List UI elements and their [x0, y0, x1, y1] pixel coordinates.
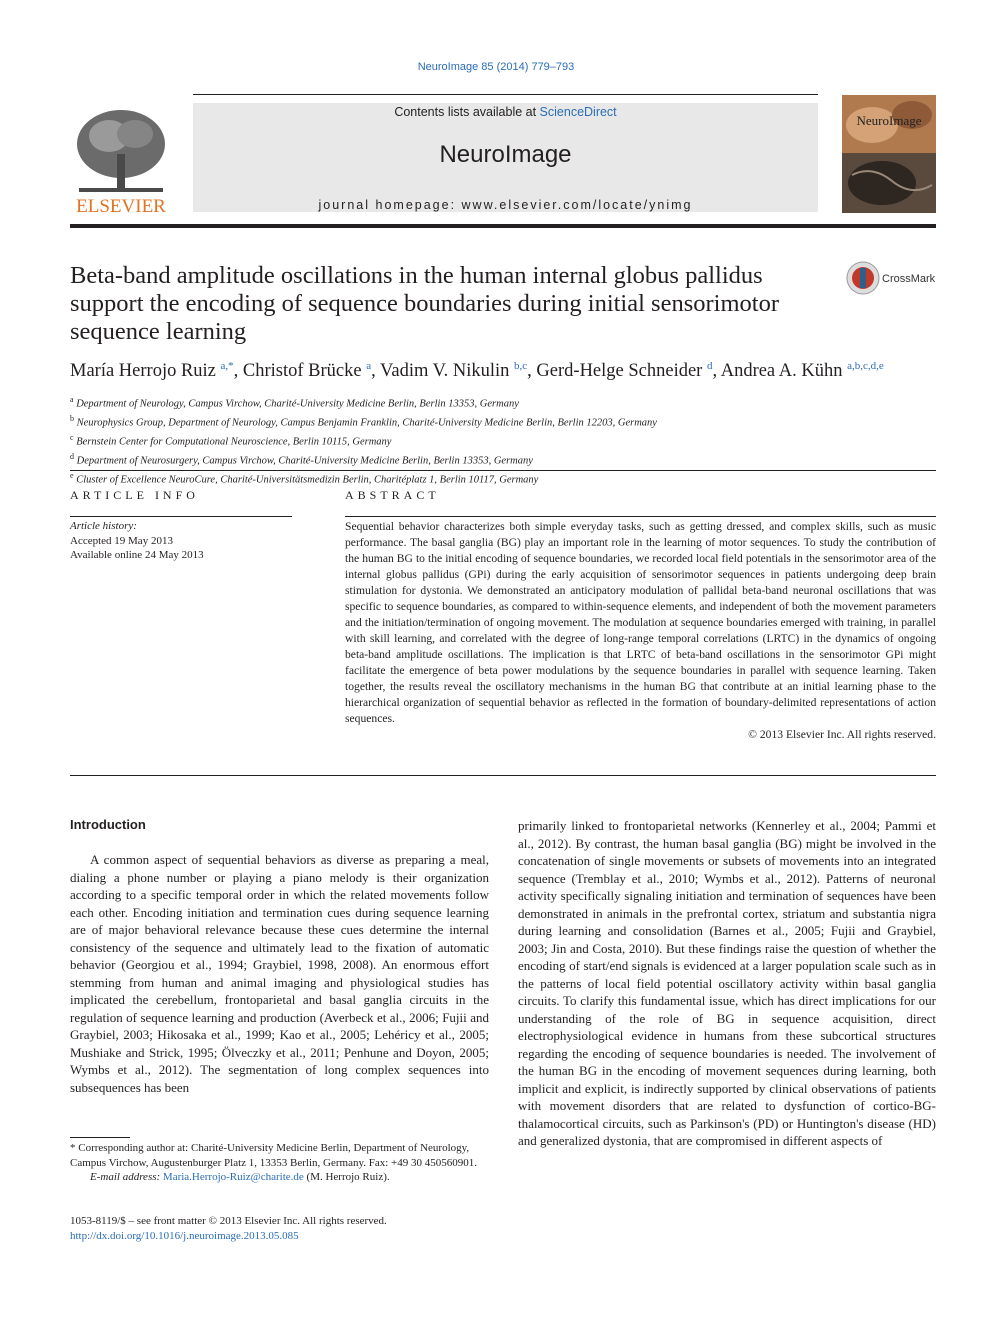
affiliation: $^d$ Department of Neurosurgery, Campus Virchow, Charité-University Medicine Berlin, Berlin 13353, Germany — [70, 452, 533, 467]
journal-citation[interactable]: NeuroImage 85 (2014) 779–793 — [417, 61, 575, 73]
article-info-heading: ARTICLE INFO — [70, 488, 199, 502]
abstract-rule — [345, 516, 936, 517]
abstract-bottom-rule — [70, 775, 936, 776]
article-title: Beta-band amplitude oscillations in the human internal globus pallidus support the encoding of sequence boundaries during initial sensorimotor sequence learning — [70, 262, 779, 345]
author-name: Vadim V. Nikulin — [380, 361, 510, 381]
article-history — [70, 519, 204, 563]
elsevier-tree-icon — [69, 104, 173, 216]
abstract-heading: ABSTRACT — [345, 488, 440, 502]
sciencedirect-link[interactable]: ScienceDirect — [539, 105, 617, 119]
author-affil-marker[interactable]: a — [366, 360, 372, 372]
affiliation-rule — [70, 470, 936, 471]
contents-line — [193, 105, 818, 119]
corresponding-author-footnote — [70, 1141, 490, 1185]
email-link[interactable]: Maria.Herrojo-Ruiz@charite.de — [162, 1171, 304, 1183]
crossmark-badge[interactable] — [846, 260, 938, 296]
footnote-text: * Corresponding author at: Charité-University Medicine Berlin, Department of Neurology, Campus Virchow, Augustenburger Platz 1, 13353 Berlin, Germany. Fax: +49 30 450560901. — [70, 1142, 477, 1169]
author-name: Christof Brücke — [242, 361, 362, 381]
abstract-text: Sequential behavior characterizes both simple everyday tasks, such as getting dressed, and complex skills, such as music performance. The basal ganglia (BG) play an important role in the learning of motor sequences. To study the contribution of the human BG to the initial encoding of sequence boundaries, we recorded local field potentials in the sensorimotor area of the internal globus pallidus (GPi) during the early acquisition of sensorimotor sequences in patients undergoing deep brain stimulation for dystonia. We demonstrated an anticipatory modulation of pallidal beta-band neuronal oscillations that was specific to sequence boundaries, as compared to within-sequence elements, and independent of both the movement parameters and the initiation/termination of ongoing movement. The modulation at sequence boundaries emerged with training, in parallel with skill learning, and correlated with the degree of long-range temporal correlations (LRTC) in the dynamics of ongoing beta-band amplitude oscillations. The implication is that LRTC of beta-band oscillations in the sensorimotor GPi might facilitate the emergence of beta power modulations by the sequence boundaries in parallel with sequence learning. Taken together, the results reveal the oscillatory mechanisms in the human BG that contribute at an initial learning phase to the hierarchical organization of sequential behavior as reflected in the formation of boundary-delimited representations of action sequences. — [345, 520, 936, 725]
issn-block — [70, 1214, 490, 1243]
article-info-rule — [70, 516, 292, 517]
contents-prefix: Contents lists available at — [394, 105, 540, 119]
author-affil-marker[interactable]: a,b,c,d,e — [847, 360, 884, 372]
svg-text:NeuroImage: NeuroImage — [856, 113, 922, 128]
doi-link[interactable]: http://dx.doi.org/10.1016/j.neuroimage.2013.05.085 — [70, 1229, 299, 1242]
header-top-rule — [193, 94, 818, 95]
author-name: Gerd-Helge Schneider — [536, 361, 703, 381]
footnote-rule — [70, 1137, 130, 1138]
intro-paragraph: A common aspect of sequential behaviors as diverse as preparing a meal, dialing a phone number or playing a piano melody is their organization according to a specific temporal order in which the related movements follow each other. Encoding initiation and termination cues during sequence learning are of major behavioral relevance because these cues determine the internal consistency of the sequence and ultimately lead to the fixation of automatic behavior (Georgiou et al., 1994; Graybiel, 1998, 2008). An enormous effort stemming from human and animal imaging and physiological studies has implicated the cerebellum, frontoparietal and basal ganglia circuits in the regulation of sequence learning and production (Averbeck et al., 2006; Fujii and Graybiel, 2003; Hikosaka et al., 1999; Kao et al., 2005; Lehéricy et al., 2005; Mushiake and Strick, 1995; Ölveczky et al., 2011; Penhune and Doyon, 2005; Wymbs et al., 2012). The segmentation of long complex sequences into subsequences has been — [70, 852, 489, 1095]
svg-text:ELSEVIER: ELSEVIER — [76, 196, 166, 216]
intro-right-column — [518, 817, 936, 1150]
elsevier-logo — [69, 104, 173, 216]
author-name: María Herrojo Ruiz — [70, 361, 216, 381]
introduction-heading: Introduction — [70, 817, 146, 832]
abstract-copyright: © 2013 Elsevier Inc. All rights reserved. — [748, 728, 936, 741]
email-suffix: (M. Herrojo Ruiz). — [303, 1171, 390, 1183]
journal-cover-image — [842, 95, 936, 213]
author-affil-marker[interactable]: b,c — [514, 360, 528, 372]
journal-homepage[interactable]: journal homepage: www.elsevier.com/locate/ynimg — [318, 198, 693, 212]
author-affil-marker[interactable]: a,* — [220, 360, 234, 372]
intro-left-column — [70, 851, 489, 1096]
author-affil-marker[interactable]: d — [706, 360, 713, 372]
svg-text:CrossMark: CrossMark — [882, 273, 936, 285]
issn-line: 1053-8119/$ – see front matter © 2013 Elsevier Inc. All rights reserved. — [70, 1215, 387, 1227]
affiliation-list — [70, 393, 936, 488]
journal-name: NeuroImage — [439, 141, 572, 168]
abstract-body — [345, 519, 936, 743]
affiliation: $^a$ Department of Neurology, Campus Virchow, Charité-University Medicine Berlin, Berlin 13353, Germany — [70, 395, 519, 410]
header-thick-rule — [70, 224, 936, 228]
online-date: Available online 24 May 2013 — [70, 549, 204, 561]
history-label: Article history: — [70, 520, 137, 532]
affiliation: $^b$ Neurophysics Group, Department of Neurology, Campus Benjamin Franklin, Charité-University Medicine Berlin, Berlin 12203, Germany — [70, 414, 657, 429]
email-label: E-mail address: — [90, 1171, 163, 1183]
accepted-date: Accepted 19 May 2013 — [70, 534, 173, 547]
author-name: Andrea A. Kühn — [720, 361, 843, 381]
email-line — [70, 1170, 490, 1185]
author-list: María Herrojo Ruiz $^{a,*}$, Christof Brücke $^a$, Vadim V. Nikulin $^{b,c}$, Gerd-Helge Schneider $^d$, Andrea A. Kühn $^{a,b,c,d,e}$ — [70, 360, 884, 381]
affiliation: $^c$ Bernstein Center for Computational Neuroscience, Berlin 10115, Germany — [70, 433, 392, 448]
affiliation: $^e$ Cluster of Excellence NeuroCure, Charité-Universitätsmedizin Berlin, Charitéplatz 1, Berlin 10117, Germany — [70, 471, 539, 486]
intro-paragraph: primarily linked to frontoparietal networks (Kennerley et al., 2004; Pammi et al., 2012). By contrast, the human basal ganglia (BG) might be involved in the concatenation of single movements or subsets of movements into an integrated sequence (Tremblay et al., 2010; Wymbs et al., 2012). Patterns of neuronal activity specifically signaling initiation and termination of sequences have been demonstrated in animals in the prefrontal cortex, striatum and substantia nigra during learning and consolidation (Barnes et al., 2005; Fujii and Graybiel, 2003; Jin and Costa, 2010). But these findings raise the question of whether the encoding of start/end signals is evidenced at a larger population scale such as in the patterns of local field potential oscillatory activity within basal ganglia circuits. To clarify this fundamental issue, which has direct implications for our understanding of the role of BG in sequence acquisition, direct electrophysiological evidence in humans from these subcortical structures regarding the encoding of sequence boundaries is needed. The involvement of the human BG in the encoding of movement sequences during learning, both implicit and explicit, is indirectly supported by clinical observations of patients with movement disorders that are related to dysfunction of cortico-BG-thalamocortical circuits, such as Parkinson's (PD) or Huntington's disease (HD) and generalized dystonia, that are compromised in different aspects of — [518, 818, 936, 1148]
